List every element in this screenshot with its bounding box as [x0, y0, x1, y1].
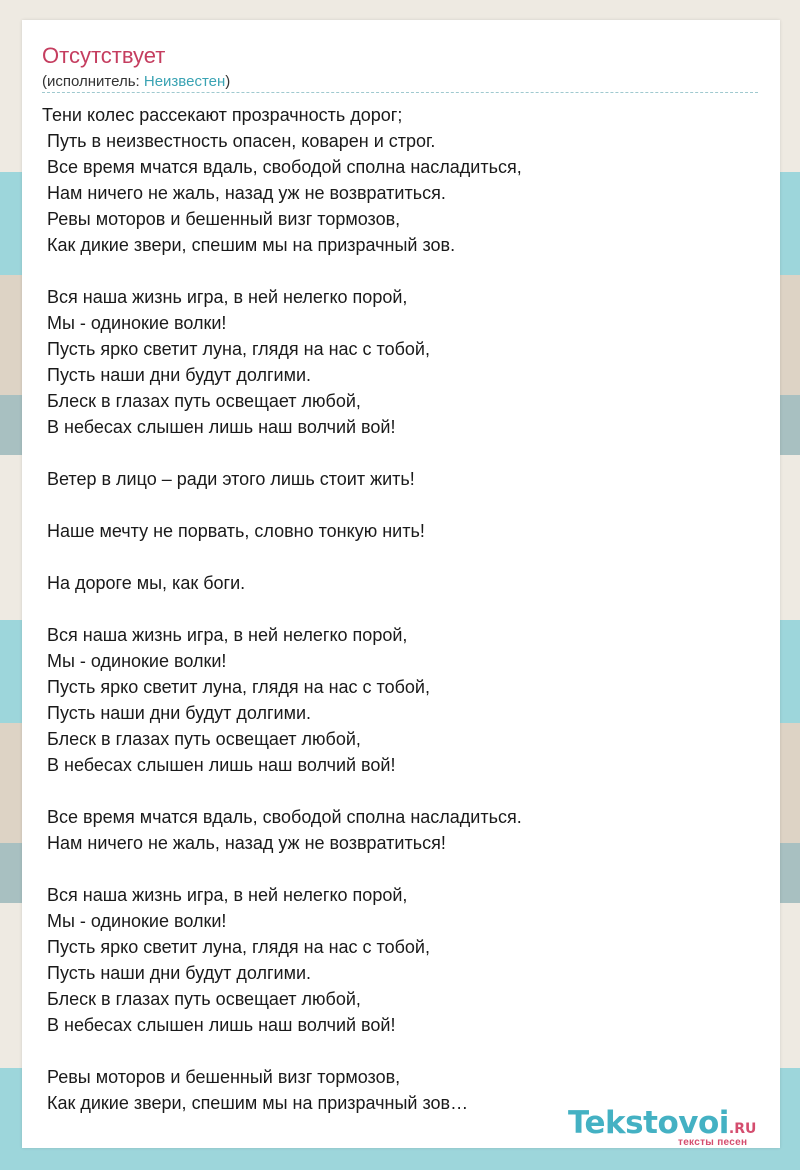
lyric-line	[42, 778, 758, 804]
lyric-line: Пусть наши дни будут долгими.	[42, 365, 312, 385]
lyric-line: Мы - одинокие волки!	[42, 313, 227, 333]
lyric-line: Ревы моторов и бешенный визг тормозов,	[42, 1067, 401, 1087]
lyric-line: Пусть наши дни будут долгими.	[42, 703, 312, 723]
song-title: Отсутствует	[42, 43, 166, 68]
site-logo[interactable]	[568, 1103, 773, 1153]
divider	[42, 92, 758, 93]
lyric-line: В небесах слышен лишь наш волчий вой!	[42, 755, 396, 775]
logo-name: Tekstovoi	[568, 1105, 729, 1141]
artist-prefix: (исполнитель:	[42, 73, 144, 90]
lyric-line	[42, 1038, 758, 1064]
lyric-line	[42, 492, 758, 518]
lyric-line: Наше мечту не порвать, словно тонкую нить!	[42, 521, 425, 541]
lyric-line: Мы - одинокие волки!	[42, 651, 227, 671]
lyric-line: Как дикие звери, спешим мы на призрачный зов.	[42, 235, 456, 255]
lyric-line: Путь в неизвестность опасен, коварен и строг.	[42, 131, 436, 151]
lyrics-card	[22, 20, 780, 1148]
lyric-line: Вся наша жизнь игра, в ней нелегко порой,	[42, 287, 408, 307]
lyric-line: В небесах слышен лишь наш волчий вой!	[42, 417, 396, 437]
logo-tld: .RU	[728, 1121, 757, 1137]
lyric-line	[42, 544, 758, 570]
lyric-line	[42, 258, 758, 284]
lyric-line: Пусть наши дни будут долгими.	[42, 963, 312, 983]
lyric-line: Все время мчатся вдаль, свободой сполна насладиться.	[42, 807, 522, 827]
lyric-line	[42, 856, 758, 882]
artist-line	[42, 73, 230, 91]
lyric-line: Ветер в лицо – ради этого лишь стоит жить!	[42, 469, 415, 489]
lyrics-text	[42, 102, 758, 1116]
lyric-line: Блеск в глазах путь освещает любой,	[42, 989, 361, 1009]
lyric-line: На дороге мы, как боги.	[42, 573, 246, 593]
lyric-line: Все время мчатся вдаль, свободой сполна насладиться,	[42, 157, 522, 177]
lyric-line: Нам ничего не жаль, назад уж не возвратиться.	[42, 183, 446, 203]
artist-link[interactable]: Неизвестен	[143, 73, 226, 90]
lyric-line	[42, 596, 758, 622]
lyric-line: Как дикие звери, спешим мы на призрачный зов…	[42, 1093, 469, 1113]
lyric-line: Пусть ярко светит луна, глядя на нас с тобой,	[42, 339, 430, 359]
lyric-line: Вся наша жизнь игра, в ней нелегко порой,	[42, 625, 408, 645]
lyric-line: Мы - одинокие волки!	[42, 911, 227, 931]
lyric-line	[42, 440, 758, 466]
lyric-line: Вся наша жизнь игра, в ней нелегко порой,	[42, 885, 408, 905]
lyric-line: Пусть ярко светит луна, глядя на нас с тобой,	[42, 937, 430, 957]
lyric-line: Блеск в глазах путь освещает любой,	[42, 729, 361, 749]
lyric-line: Тени колес рассекают прозрачность дорог;	[42, 105, 403, 125]
lyric-line: В небесах слышен лишь наш волчий вой!	[42, 1015, 396, 1035]
lyric-line: Пусть ярко светит луна, глядя на нас с тобой,	[42, 677, 430, 697]
lyric-line: Блеск в глазах путь освещает любой,	[42, 391, 361, 411]
logo-tagline: тексты песен	[678, 1137, 748, 1148]
lyric-line: Нам ничего не жаль, назад уж не возвратиться!	[42, 833, 446, 853]
artist-suffix: )	[225, 73, 231, 90]
lyric-line: Ревы моторов и бешенный визг тормозов,	[42, 209, 401, 229]
